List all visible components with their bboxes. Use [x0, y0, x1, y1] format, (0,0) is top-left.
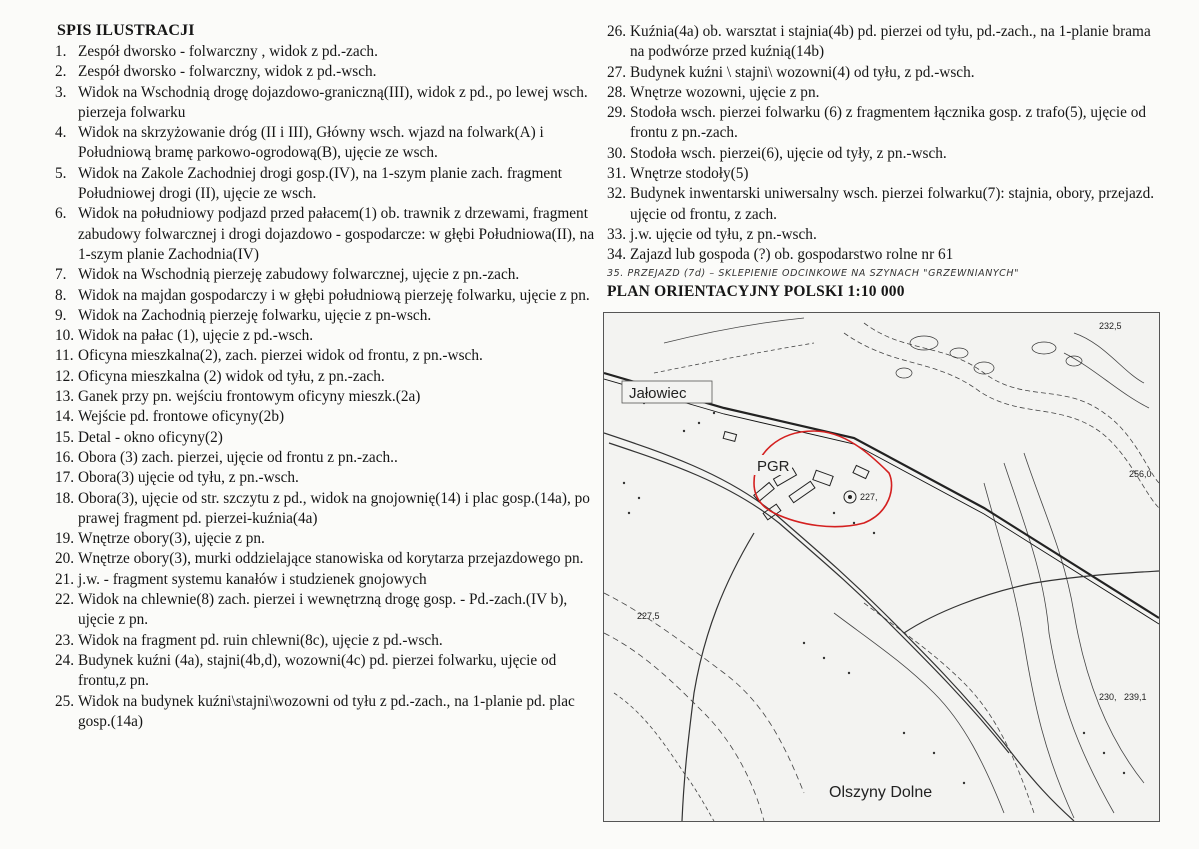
vegetation-ovals: [896, 336, 1082, 378]
item-text: Oficyna mieszkalna(2), zach. pierzei widok od frontu, z pn.-wsch.: [78, 347, 483, 365]
list-item: [55, 529, 595, 549]
map-label-spot-256: 256,0: [1129, 469, 1152, 479]
list-item: [55, 286, 595, 306]
list-item: [55, 346, 595, 366]
list-item: [55, 387, 595, 407]
item-number: 10.: [55, 327, 75, 345]
item-text: Widok na budynek kuźni\stajni\wozowni od tyłu z pd.-zach., na 1-planie pd. plac gosp.(14a): [78, 692, 575, 730]
item-number: 18.: [55, 489, 75, 507]
item-text: Widok na południowy podjazd przed pałacem(1) ob. trawnik z drzewami, fragment zabudowy folwarcznej i drogi dojazdowo - gospodarcze: w głębi Południowa(II), na 1-szym planie Zachodnia(IV): [78, 205, 595, 263]
right-item-list: [607, 22, 1167, 266]
item-text: Wnętrze obory(3), ujęcie z pn.: [78, 530, 265, 548]
item-text: Stodoła wsch. pierzei(6), ujęcie od tyły, z pn.-wsch.: [630, 144, 947, 162]
item-number: 31.: [607, 165, 627, 183]
list-item: [55, 468, 595, 488]
item-number: 25.: [55, 692, 75, 710]
item-number: 4.: [55, 124, 67, 142]
item-text: j.w. - fragment systemu kanałów i studzienek gnojowych: [78, 570, 427, 588]
buildings: [723, 432, 869, 520]
item-text: Budynek kuźni (4a), stajni(4b,d), wozowni(4c) pd. pierzei folwarku, ujęcie od frontu,z pn.: [78, 651, 557, 690]
map-label-spot-2275: 227,5: [637, 611, 660, 621]
item-number: 12.: [55, 367, 75, 385]
item-text: Widok na fragment pd. ruin chlewni(8c), ujęcie z pd.-wsch.: [78, 631, 443, 649]
list-item: [55, 692, 595, 733]
item-number: 23.: [55, 631, 75, 649]
item-text: Obora(3), ujęcie od str. szczytu z pd., widok na gnojownię(14) i plac gosp.(14a), po prawej fragment pd. pierzei-kuźnia(4a): [78, 489, 590, 527]
list-item: [55, 83, 595, 124]
list-item: [607, 63, 1167, 83]
item-number: 27.: [607, 63, 627, 81]
map-label-pgr: PGR: [757, 458, 790, 475]
map-label-spot-227: 227,: [860, 492, 878, 502]
map-label-spot-230: 230,: [1099, 692, 1117, 702]
item-text: Obora(3) ujęcie od tyłu, z pn.-wsch.: [78, 469, 299, 487]
list-item: [55, 265, 595, 285]
list-item: [55, 367, 595, 387]
item-number: 13.: [55, 388, 75, 406]
list-item: [55, 204, 595, 265]
list-item: [55, 489, 595, 530]
map-label-olszyny: Olszyny Dolne: [829, 784, 933, 801]
item-text: Zespół dworsko - folwarczny, widok z pd.-wsch.: [78, 63, 377, 81]
list-item: [607, 225, 1167, 245]
item-text: Widok na Wschodnią drogę dojazdowo-graniczną(III), widok z pd., po lewej wsch. pierzeja folwarku: [78, 83, 588, 121]
item-number: 33.: [607, 225, 627, 243]
illustration-list-right: [607, 22, 1167, 301]
item-text: Wnętrze wozowni, ujęcie z pn.: [630, 83, 820, 101]
item-number: 5.: [55, 164, 67, 182]
item-text: Wnętrze stodoły(5): [630, 165, 749, 183]
list-item: [55, 164, 595, 205]
item-number: 2.: [55, 63, 67, 81]
item-text: Detal - okno oficyny(2): [78, 428, 223, 446]
item-number: 11.: [55, 347, 74, 365]
item-number: 3.: [55, 83, 67, 101]
left-item-list: [55, 42, 595, 732]
item-text: Widok na chlewnie(8) zach. pierzei i wewnętrzną drogę gosp. - Pd.-zach.(IV b), ujęcie z pn.: [78, 591, 568, 629]
item-text: j.w. ujęcie od tyłu, z pn.-wsch.: [630, 225, 817, 243]
list-item: [607, 144, 1167, 164]
item-number: 1.: [55, 43, 67, 60]
item-number: 6.: [55, 205, 67, 223]
item-text: Budynek inwentarski uniwersalny wsch. pierzei folwarku(7): stajnia, obory, przejazd. ujęcie od frontu, z zach.: [630, 185, 1155, 223]
list-item: [55, 570, 595, 590]
list-item: [55, 407, 595, 427]
item-number: 17.: [55, 469, 75, 487]
item-text: Widok na pałac (1), ujęcie z pd.-wsch.: [78, 327, 314, 345]
item-number: 30.: [607, 144, 627, 162]
item-text: Widok na majdan gospodarczy i w głębi południową pierzeję folwarku, ujęcie z pn.: [78, 286, 590, 304]
item-number: 32.: [607, 185, 627, 203]
list-item: [55, 326, 595, 346]
railway-line: [604, 373, 1159, 618]
list-item: [55, 631, 595, 651]
item-text: Zespół dworsko - folwarczny , widok z pd.-zach.: [78, 43, 378, 60]
item-text: Wejście pd. frontowe oficyny(2b): [78, 408, 285, 426]
item-number: 14.: [55, 408, 75, 426]
illustration-list-left: [55, 22, 595, 732]
list-item: [55, 448, 595, 468]
item-text: Widok na Zachodnią pierzeję folwarku, ujęcie z pn-wsch.: [78, 306, 432, 324]
item-number: 29.: [607, 104, 627, 122]
list-item: [55, 590, 595, 631]
roads: [604, 433, 1159, 821]
item-number: 28.: [607, 83, 627, 101]
list-item: [607, 103, 1167, 144]
list-item: [607, 245, 1167, 265]
item-text: Oficyna mieszkalna (2) widok od tyłu, z pn.-zach.: [78, 367, 385, 385]
map-label-jalowiec: Jałowiec: [629, 385, 687, 402]
item-text: Zajazd lub gospoda (?) ob. gospodarstwo rolne nr 61: [630, 246, 954, 264]
item-number: 22.: [55, 591, 75, 609]
item-text: Widok na Zakole Zachodniej drogi gosp.(IV), na 1-szym planie zach. fragment Południowej drogi (II), ujęcie ze wsch.: [78, 164, 563, 203]
orientation-map: [603, 312, 1160, 822]
list-item: [55, 62, 595, 82]
list-item: [55, 42, 595, 62]
list-item: [55, 549, 595, 569]
item-text: Obora (3) zach. pierzei, ujęcie od frontu z pn.-zach..: [78, 448, 398, 466]
list-item: [607, 83, 1167, 103]
item-number: 19.: [55, 530, 75, 548]
item-text: Stodoła wsch. pierzei folwarku (6) z fragmentem łącznika gosp. z trafo(5), ujęcie od frontu z pn.-zach.: [630, 104, 1147, 142]
item-number: 9.: [55, 306, 67, 324]
list-heading: SPIS ILUSTRACJI: [57, 22, 195, 39]
item-number: 26.: [607, 23, 627, 40]
list-item: [55, 428, 595, 448]
trig-point-center: [848, 495, 852, 499]
item-number: 7.: [55, 266, 67, 284]
handwritten-note: 35. PRZEJAZD (7d) – SKLEPIENIE ODCINKOWE NA SZYNACH "GRZEWNIANYCH": [607, 267, 1020, 279]
item-number: 21.: [55, 570, 75, 588]
item-number: 16.: [55, 448, 75, 466]
list-item: [55, 123, 595, 164]
item-number: 8.: [55, 286, 67, 304]
list-item: [607, 22, 1167, 63]
map-label-spot-2391: 239,1: [1124, 692, 1147, 702]
map-label-spot-232: 232,5: [1099, 321, 1122, 331]
item-text: Budynek kuźni \ stajni\ wozowni(4) od tyłu, z pd.-wsch.: [630, 63, 975, 81]
item-text: Wnętrze obory(3), murki oddzielające stanowiska od korytarza przejazdowego pn.: [78, 550, 584, 568]
railway-ticks: [604, 379, 1159, 624]
list-item: [607, 164, 1167, 184]
item-number: 24.: [55, 651, 75, 669]
item-text: Widok na Wschodnią pierzeję zabudowy folwarcznej, ujęcie z pn.-zach.: [78, 266, 520, 284]
list-item: [607, 184, 1167, 225]
item-text: Kuźnia(4a) ob. warsztat i stajnia(4b) pd. pierzei od tyłu, pd.-zach., na 1-planie brama na podwórze przed kuźnią(14b): [630, 23, 1151, 61]
map-dots: [623, 387, 1125, 784]
list-item: [55, 306, 595, 326]
topographic-map-svg: [604, 313, 1159, 821]
list-item: [55, 651, 595, 692]
plan-title: PLAN ORIENTACYJNY POLSKI 1:10 000: [607, 282, 905, 300]
item-text: Widok na skrzyżowanie dróg (II i III), Główny wsch. wjazd na folwark(A) i Południową bramę parkowo-ogrodową(B), ujęcie ze wsch.: [78, 124, 544, 162]
item-number: 34.: [607, 246, 627, 264]
item-text: Ganek przy pn. wejściu frontowym oficyny mieszk.(2a): [78, 388, 421, 406]
item-number: 20.: [55, 550, 75, 568]
item-number: 15.: [55, 428, 75, 446]
